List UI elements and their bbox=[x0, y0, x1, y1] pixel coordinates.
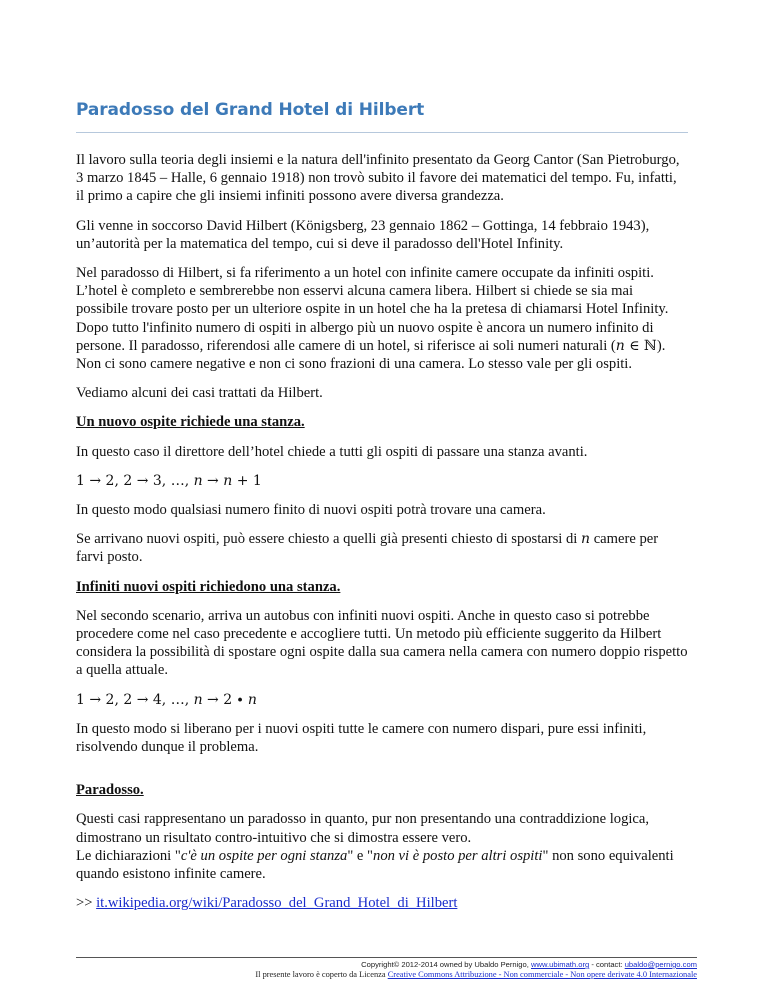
link-prefix: >> bbox=[76, 895, 97, 912]
section-one-text-n bbox=[76, 530, 688, 566]
wikipedia-link[interactable]: it.wikipedia.org/wiki/Paradosso_del_Grand_Hotel_di_Hilbert bbox=[96, 895, 458, 912]
math-n: 𝑛 bbox=[581, 531, 591, 548]
footer-site-link[interactable]: www.ubimath.org bbox=[530, 960, 590, 969]
paragraph-text: Nel paradosso di Hilbert, si fa riferimento a un hotel con infinite camere occupate da infiniti ospiti. L’hotel è completo e sembrerebbe non esservi alcuna camera libera. Hilbert si chiede se sia mai possibile trovare posto per un ulteriore ospite in un hotel che ha la pretesa di chiamarsi Hotel Infinity. Dopo tutto l'infinito numero di ospiti in albergo più un nuovo ospite è ancora un numero infinito di persone. Il paradosso, riferendosi alle camere di un hotel, si riferisce ai soli numeri naturali ( bbox=[76, 265, 669, 354]
section-two-text: In questo modo si liberano per i nuovi ospiti tutte le camere con numero dispari, pure essi infiniti, risolvendo dunque il problema. bbox=[76, 720, 647, 756]
section-heading-paradox: Paradosso. bbox=[76, 782, 144, 799]
paragraph-paradox-description bbox=[76, 264, 688, 373]
footer-copyright bbox=[76, 960, 697, 970]
paragraph-cantor: Il lavoro sulla teoria degli insiemi e la natura dell'infinito presentato da Georg Cantor (San Pietroburgo, 3 marzo 1845 – Halle, 6 gennaio 1918) non trovò subito il favore dei matematici del tempo. Fu, infatti, il primo a capire che gli insiemi infiniti possono avere diversa grandezza. bbox=[76, 152, 680, 205]
page-title: Paradosso del Grand Hotel di Hilbert bbox=[76, 100, 688, 133]
paragraph-text: camere per farvi posto. bbox=[76, 531, 659, 566]
footer-license-text: Il presente lavoro è coperto da Licenza bbox=[255, 970, 388, 979]
footer-license bbox=[76, 970, 697, 980]
section-one-intro: In questo caso il direttore dell’hotel chiede a tutti gli ospiti di passare una stanza avanti. bbox=[76, 443, 588, 460]
section-two-intro: Nel secondo scenario, arriva un autobus con infiniti nuovi ospiti. Anche in questo caso si potrebbe procedere come nel caso precedente e accogliere tutti. Un metodo più efficiente suggerito da Hilbert considera la possibilità di spostare ogni ospite dalla sua camera nella camera con numero doppio rispetto a quella attuale. bbox=[76, 607, 688, 679]
document-body bbox=[76, 151, 688, 913]
formula-double-room: 1 → 2, 2 → 4, …, 𝑛 → 2 ∙ 𝑛 bbox=[76, 691, 257, 708]
paragraph-text: ). Non ci sono camere negative e non ci sono frazioni di una camera. Lo stesso vale per gli ospiti. bbox=[76, 337, 666, 373]
footer-email-link[interactable]: ubaldo@pernigo.com bbox=[624, 960, 697, 969]
math-natural-numbers: 𝑛 ∈ ℕ bbox=[615, 337, 657, 354]
quote-one-guest-per-room: c'è un ospite per ogni stanza bbox=[180, 847, 348, 864]
footer-contact-label: - contact: bbox=[589, 960, 625, 969]
document-page bbox=[76, 100, 688, 924]
section-paradox-text bbox=[76, 810, 688, 883]
formula-shift-by-one: 1 → 2, 2 → 3, …, 𝑛 → 𝑛 + 1 bbox=[76, 472, 262, 489]
footer-copyright-text: Copyright© 2012-2014 owned by Ubaldo Pernigo, bbox=[361, 960, 531, 969]
footer-license-link[interactable]: Creative Commons Attribuzione - Non commerciale - Non opere derivate 4.0 Internazionale bbox=[387, 970, 697, 979]
paragraph-cases-intro: Vediamo alcuni dei casi trattati da Hilbert. bbox=[76, 385, 323, 402]
paragraph-text: " e " bbox=[347, 847, 374, 864]
section-one-text: In questo modo qualsiasi numero finito di nuovi ospiti potrà trovare una camera. bbox=[76, 502, 546, 519]
section-heading-one-guest: Un nuovo ospite richiede una stanza. bbox=[76, 414, 305, 431]
section-heading-infinite-guests: Infiniti nuovi ospiti richiedono una stanza. bbox=[76, 578, 341, 595]
quote-no-room: non vi è posto per altri ospiti bbox=[373, 847, 543, 864]
wikipedia-reference bbox=[76, 894, 688, 912]
paradox-text-line1: Questi casi rappresentano un paradosso in quanto, pur non presentando una contraddizione logica, dimostrano un risultato contro-intuitivo che si dimostra essere vero. bbox=[76, 811, 650, 846]
page-footer bbox=[76, 957, 697, 980]
paragraph-text: Le dichiarazioni " bbox=[76, 847, 181, 864]
paragraph-hilbert: Gli venne in soccorso David Hilbert (Königsberg, 23 gennaio 1862 – Gottinga, 14 febbraio 1943), un’autorità per la matematica del tempo, cui si deve il paradosso dell'Hotel Infinity. bbox=[76, 217, 650, 252]
paragraph-text: Se arrivano nuovi ospiti, può essere chiesto a quelli già presenti chiesto di spostarsi di bbox=[76, 531, 582, 548]
spacer bbox=[76, 767, 688, 781]
paragraph-text: " non sono equivalenti quando esistono infinite camere. bbox=[76, 847, 674, 883]
